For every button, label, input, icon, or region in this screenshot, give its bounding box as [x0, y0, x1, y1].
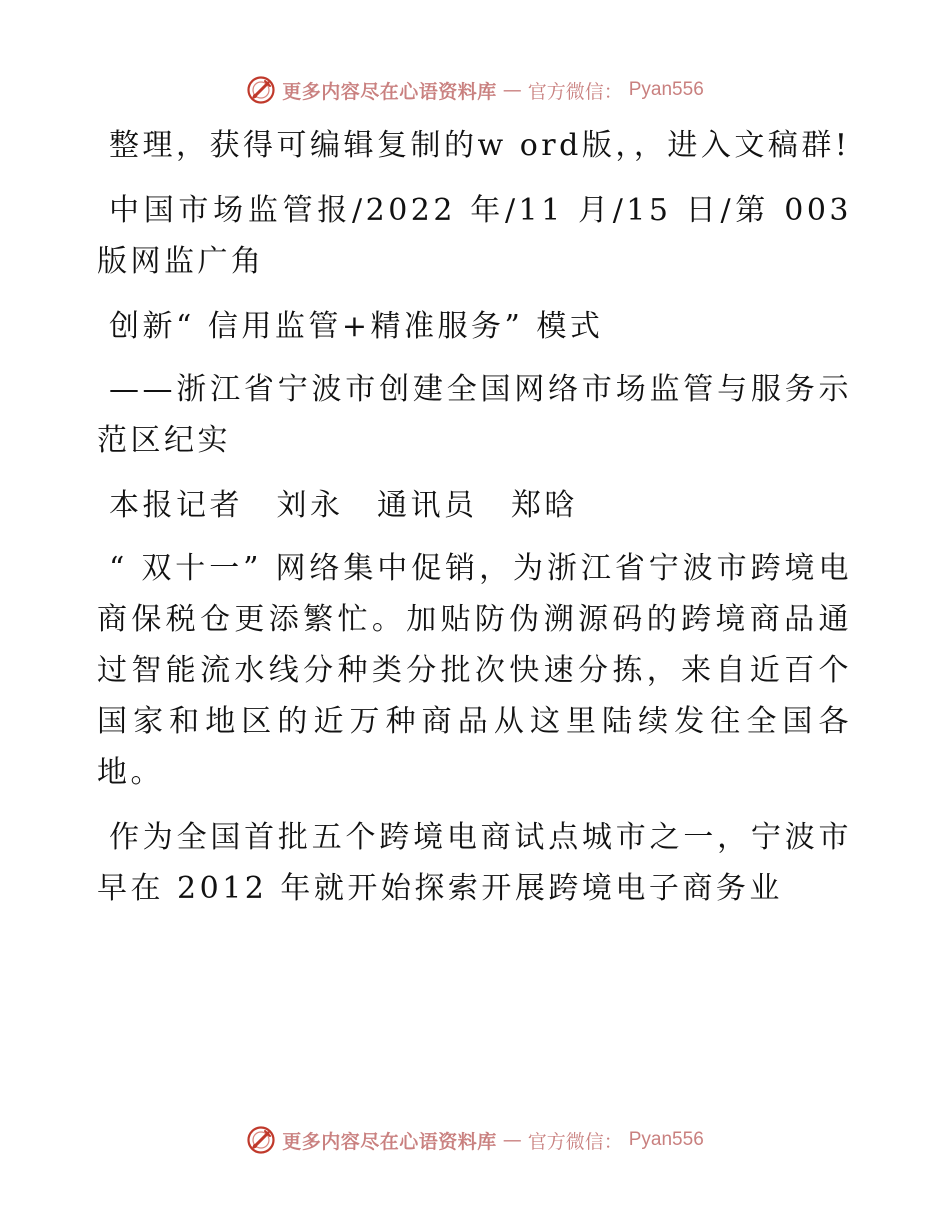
- banner-wechat-label: 官方微信：: [527, 1130, 623, 1153]
- logo-icon: [246, 1125, 276, 1155]
- banner-brand-text: 更多内容尽在心语资料库: [282, 1130, 497, 1153]
- intro-paragraph: 整理，获得可编辑复制的w ord版，，进入文稿群!: [109, 128, 851, 163]
- article-subtitle: ——浙江省宁波市创建全国网络市场监管与服务示范区纪实: [97, 372, 852, 458]
- banner-separator: —: [502, 1129, 522, 1151]
- header-banner: [0, 73, 950, 107]
- logo-icon: [246, 75, 276, 105]
- document-body: [97, 120, 852, 928]
- banner-wechat-id: Pyan556: [628, 79, 704, 100]
- banner-wechat-label: 官方微信：: [527, 80, 623, 103]
- banner-brand-text: 更多内容尽在心语资料库: [282, 80, 497, 103]
- footer-banner: [0, 1123, 950, 1157]
- article-title: 创新“ 信用监管+精准服务” 模式: [109, 309, 604, 344]
- byline: 本报记者 刘永 通讯员 郑晗: [109, 488, 578, 523]
- banner-separator: —: [502, 79, 522, 101]
- banner-wechat-id: Pyan556: [628, 1129, 704, 1150]
- body-paragraph-1: “ 双十一” 网络集中促销，为浙江省宁波市跨境电商保税仓更添繁忙。加贴防伪溯源码的跨境商品通过智能流水线分种类分批次快速分拣，来自近百个国家和地区的近万种商品从这里陆续发往全国各地。: [97, 551, 852, 790]
- source-line: 中国市场监管报/2022 年/11 月/15 日/第 003 版网监广角: [97, 193, 852, 279]
- body-paragraph-2: 作为全国首批五个跨境电商试点城市之一，宁波市早在 2012 年就开始探索开展跨境电子商务业: [97, 820, 852, 906]
